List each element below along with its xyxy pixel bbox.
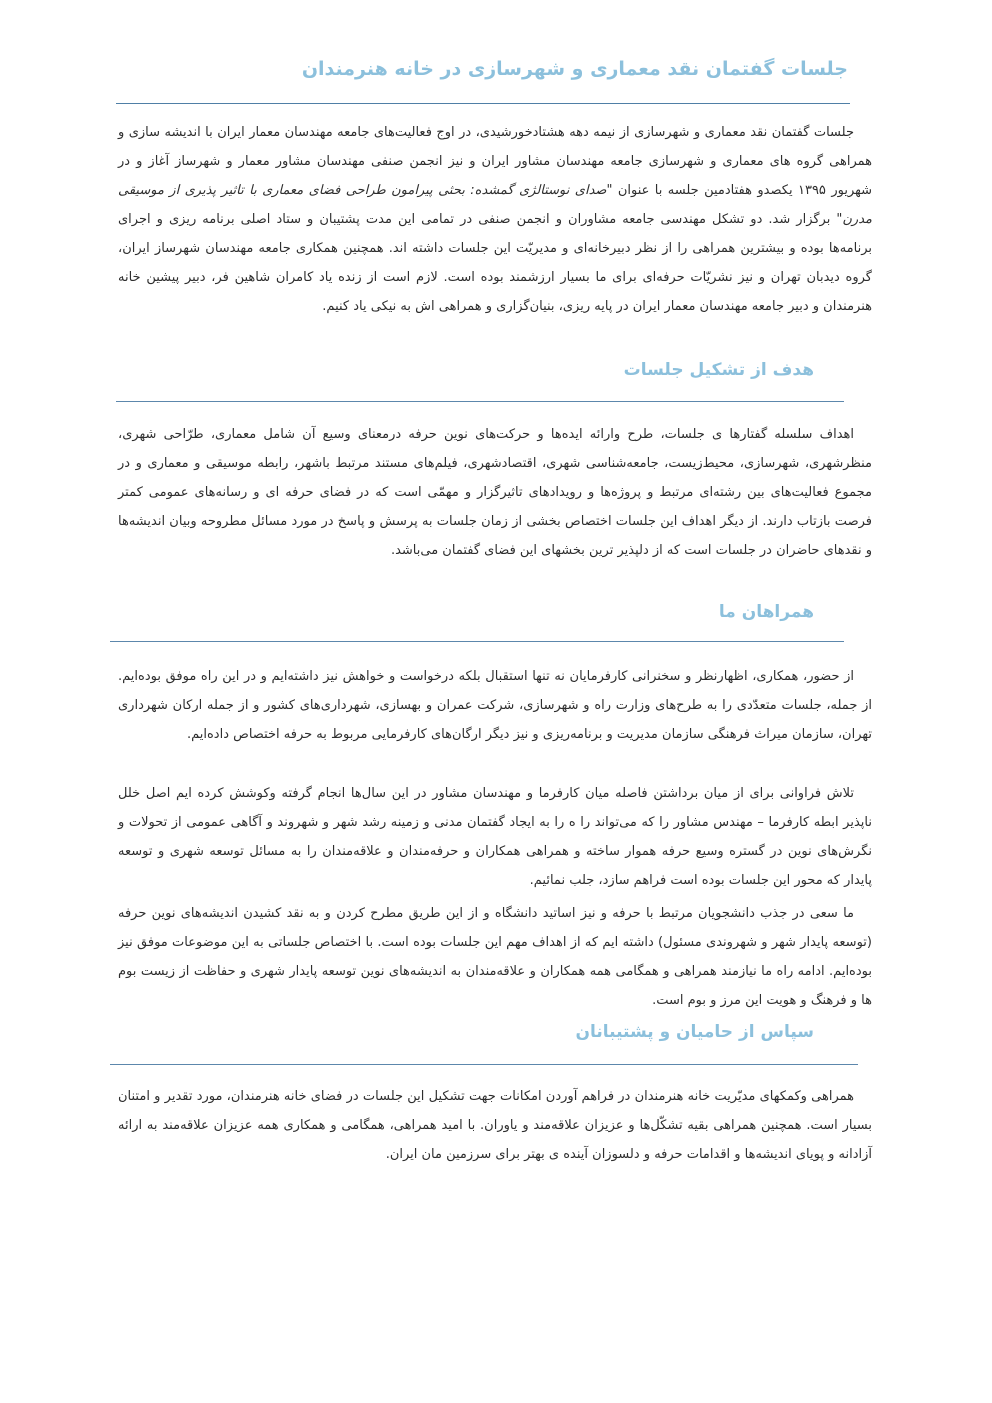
section-heading-goals: هدف از تشکیل جلسات — [623, 360, 814, 380]
section-heading-partners: همراهان ما — [718, 602, 814, 622]
partners-text-2: تلاش فراوانی برای از میان برداشتن فاصله میان کارفرما و مهندسان مشاور در این سال‌ها انجام گرفته وکوشش کرده ایم اصل خلل ناپذیر ابطه کارفرما – مهندس مشاور را که می‌تواند را ه را به ایجاد گفتمان مدنی و زمینه رشد شهر و شهروند و آگاهی عمومی از تحولات و نگرش‌های نوین در گستره وسیع حرفه هموار ساخته و همراهی همکاران و حرفه‌مندان و علاقه‌مندان را به مسائل توسعه شهری و توسعه پایدار که محور این جلسات بوده است فراهم سازد، جلب نمائیم. — [118, 786, 872, 888]
thanks-divider — [110, 1064, 858, 1065]
goals-text: اهداف سلسله گفتارها ی جلسات، طرح وارائه ایده‌ها و حرکت‌های نوین حرفه درمعنای وسیع آن شامل معماری، طرّاحی شهری، منظرشهری، شهرسازی، محیط‌زیست، جامعه‌شناسی شهری، اقتصادشهری، فیلم‌های مستند مرتبط باشهر، رابطه موسیقی و معماری و در مجموع فعالیت‌های بین رشته‌ای مرتبط و پروژه‌ها و رویدادهای تاثیرگزار و مهمّی است که در فضای حرفه ای و رسانه‌های عمومی کمتر فرصت بازتاب دارند. از دیگر اهداف این جلسات اختصاص بخشی از زمان جلسات به پرسش و پاسخ در مورد مسائل مطروحه وبیان اندیشه‌ها و نقدهای حاضران در جلسات است که از دلپذیر ترین بخشهای این فضای گفتمان می‌باشد. — [118, 427, 872, 558]
partners-text-1: از حضور، همکاری، اظهارنظر و سخنرانی کارفرمایان نه تنها استقبال بلکه درخواست و خواهش نیز داشته‌ایم و در این راه موفق بوده‌ایم. از جمله، جلسات متعدّدی را به طرح‌های وزارت راه و شهرسازی، شرکت عمران و بهسازی، شهرداری‌های کشور و از جمله ارکان شهرداری تهران، سازمان میراث فرهنگی سازمان مدیریت و برنامه‌ریزی و نیز دیگر ارگان‌های کارفرمایی مربوط به حرفه اختصاص داده‌ایم. — [118, 669, 872, 742]
page-title: جلسات گفتمان نقد معماری و شهرسازی در خانه هنرمندان — [301, 58, 848, 80]
thanks-text: همراهی وکمکهای مدیّریت خانه هنرمندان در فراهم آوردن امکانات جهت تشکیل این جلسات در فضای خانه هنرمندان، مورد تقدیر و امتنان بسیار است. همچنین همراهی بقیه تشکّل‌ها و عزیزان علاقه‌مند و یاوران. با امید همراهی، همگامی و همکاری همه عزیزان علاقه‌مند به ارائه آزادانه و پویای اندیشه‌ها و اقدامات حرفه و دلسوزان آینده ی بهتر برای سرزمین مان ایران. — [118, 1089, 872, 1162]
thanks-paragraph — [118, 1082, 872, 1169]
intro-text-after: برگزار شد. دو تشکل مهندسی جامعه مشاوران و انجمن صنفی در تمامی این مدت پشتیبان و ستاد اصلی برنامه ریزی و اجرای برنامه‌ها بوده و بیشترین همراهی را از نظر دبیرخانه‌ای و مدیریّت این جلسات داشته اند. همچنین همکاری جامعه مهندسان شهرساز ایران، گروه دیدبان تهران و نیز نشریّات حرفه‌ای برای ما بسیار ارزشمند بوده است. لازم است از زنده یاد کامران شاهین فر، دبیر پیشین خانه هنرمندان و دبیر جامعه مهندسان معمار ایران در پایه ریزی، بنیان‌گزاری و همراهی اش به نیکی یاد کنیم. — [118, 212, 872, 314]
intro-text-before: جلسات گفتمان نقد معماری و شهرسازی از نیمه دهه هشتادخورشیدی، در اوج فعالیت‌های جامعه مهندسان معمار ایران با اندیشه سازی و همراهی گروه های معماری و شهرسازی جامعه مهندسان مشاور ایران و نیز انجمن صنفی مهندسان مشاور معمار و شهرساز آغاز و در شهریور ۱۳۹۵ یکصدو هفتادمین جلسه با عنوان — [118, 125, 872, 198]
intro-paragraph — [118, 118, 872, 321]
partners-paragraph-1 — [118, 662, 872, 749]
goals-paragraph — [118, 420, 872, 565]
partners-paragraph-2 — [118, 779, 872, 895]
goals-divider — [116, 401, 844, 402]
partners-divider — [110, 641, 844, 642]
title-divider — [116, 103, 850, 104]
partners-paragraph-3 — [118, 899, 872, 1015]
intro-quoted-title: "صدای نوستالژی گمشده: بحثی پیرامون طراحی فضای معماری با تاثیر پذیری از موسیقی مدرن" — [118, 183, 872, 227]
section-heading-thanks: سپاس از حامیان و پشتیبانان — [575, 1022, 814, 1042]
partners-text-3: ما سعی در جذب دانشجویان مرتبط با حرفه و نیز اساتید دانشگاه و از این طریق مطرح کردن و به نقد کشیدن اندیشه‌های نوین حرفه (توسعه پایدار شهر و شهروندی مسئول) داشته ایم که از اهداف مهم این جلسات بوده است. با اختصاص جلساتی به این موضوعات موفق نیز بوده‌ایم. ادامه راه ما نیازمند همراهی و همگامی همه همکاران و علاقه‌مندان به اندیشه‌های نوین توسعه پایدار شهری و حفاظت از زیست بوم ها و فرهنگ و هویت این مرز و بوم است. — [118, 906, 872, 1008]
